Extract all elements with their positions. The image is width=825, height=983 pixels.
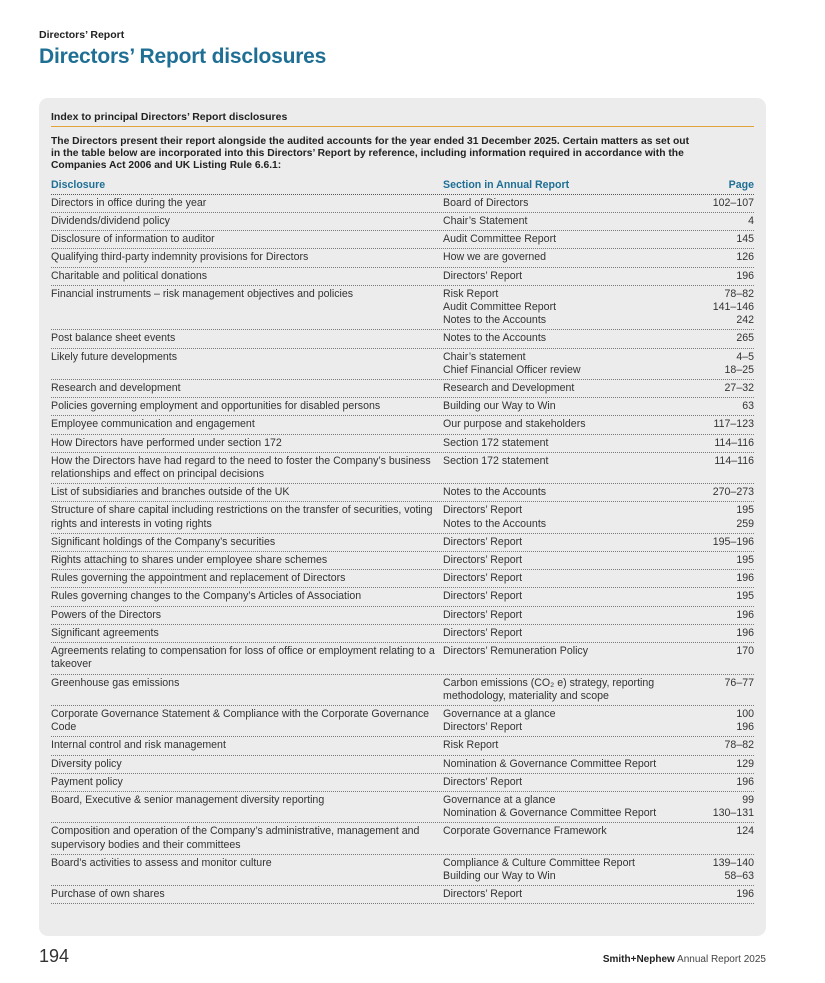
section-cell: [443, 504, 694, 530]
table-row: [51, 774, 754, 792]
table-row: [51, 195, 754, 213]
section-reference: Notes to the Accounts: [443, 332, 547, 345]
page-cell: [694, 455, 754, 481]
section-cell: [443, 739, 694, 752]
section-reference: Audit Committee Report: [443, 301, 557, 314]
page-reference: 27–32: [724, 382, 754, 395]
table-row: [51, 588, 754, 606]
page-cell: [694, 708, 754, 734]
disclosure-cell: Powers of the Directors: [51, 608, 162, 621]
page-reference: 78–82: [724, 739, 754, 752]
column-header-section: Section in Annual Report: [443, 178, 570, 191]
section-reference: Corporate Governance Framework: [443, 825, 607, 838]
page-reference: 126: [736, 251, 754, 264]
disclosure-cell: Agreements relating to compensation for loss of office or employment relating to a takeover: [51, 645, 435, 671]
table-row: [51, 756, 754, 774]
disclosure-cell: Likely future developments: [51, 350, 178, 363]
section-reference: Governance at a glance: [443, 793, 556, 806]
section-reference: Section 172 statement: [443, 436, 549, 449]
section-reference: Compliance & Culture Committee Report: [443, 856, 635, 869]
column-header-page: Page: [728, 178, 754, 191]
disclosure-cell: Rules governing the appointment and replacement of Directors: [51, 572, 346, 585]
section-reference: Board of Directors: [443, 196, 529, 209]
section-cell: [443, 536, 694, 549]
page-cell: [694, 437, 754, 450]
disclosure-cell: Structure of share capital including restrictions on the transfer of securities, voting rights and interests in voting rights: [51, 504, 433, 530]
section-cell: [443, 776, 694, 789]
page-reference: 195: [736, 590, 754, 603]
page-reference: 265: [736, 332, 754, 345]
table-row: [51, 737, 754, 755]
section-cell: [443, 418, 694, 431]
section-reference: Nomination & Governance Committee Report: [443, 807, 657, 820]
disclosure-cell: Significant agreements: [51, 626, 159, 639]
table-row: [51, 380, 754, 398]
panel-heading: Index to principal Directors’ Report disclosures: [51, 111, 288, 123]
section-cell: [443, 197, 694, 210]
section-reference: Directors’ Report: [443, 572, 523, 585]
section-reference: Directors’ Report: [443, 590, 523, 603]
table-row: [51, 330, 754, 348]
page-cell: [694, 382, 754, 395]
section-cell: [443, 233, 694, 246]
page-reference: 242: [736, 314, 754, 327]
section-reference: Notes to the Accounts: [443, 486, 547, 499]
section-reference: Carbon emissions (CO₂ e) strategy, reporting methodology, materiality and scope: [443, 676, 655, 702]
section-cell: [443, 627, 694, 640]
section-reference: Directors’ Report: [443, 535, 523, 548]
table-row: [51, 607, 754, 625]
page-cell: [694, 888, 754, 901]
page-reference: 58–63: [724, 869, 754, 882]
page-title: Directors’ Report disclosures: [39, 45, 327, 68]
disclosure-cell: Research and development: [51, 382, 181, 395]
page-cell: [694, 418, 754, 431]
table-row: [51, 552, 754, 570]
page-reference: 195–196: [712, 535, 754, 548]
section-reference: Directors’ Report: [443, 554, 523, 567]
table-header-row: [51, 177, 754, 195]
table-row: [51, 792, 754, 823]
page-cell: [694, 351, 754, 377]
page-cell: [694, 270, 754, 283]
disclosure-cell: Greenhouse gas emissions: [51, 676, 180, 689]
disclosure-cell: Rules governing changes to the Company’s Articles of Association: [51, 590, 362, 603]
page-reference: 129: [736, 757, 754, 770]
page-cell: [694, 197, 754, 210]
page-cell: [694, 609, 754, 622]
page-cell: [694, 677, 754, 703]
table-row: [51, 231, 754, 249]
table-row: [51, 643, 754, 674]
page-reference: 139–140: [712, 856, 754, 869]
page-reference: 195: [736, 504, 754, 517]
page-reference: 114–116: [714, 436, 754, 449]
page-reference: 114–116: [714, 454, 754, 467]
section-cell: [443, 888, 694, 901]
table-row: [51, 706, 754, 737]
table-body: [51, 195, 754, 905]
page-reference: 4: [748, 215, 754, 228]
section-reference: Risk Report: [443, 739, 499, 752]
page-reference: 259: [736, 517, 754, 530]
disclosure-cell: Charitable and political donations: [51, 269, 208, 282]
section-reference: Directors’ Report: [443, 888, 523, 901]
table-row: [51, 625, 754, 643]
page-cell: [694, 536, 754, 549]
section-reference: Research and Development: [443, 382, 575, 395]
section-reference: Governance at a glance: [443, 707, 556, 720]
page-reference: 196: [736, 775, 754, 788]
page-cell: [694, 794, 754, 820]
page-reference: 4–5: [736, 350, 754, 363]
page-reference: 196: [736, 721, 754, 734]
page-reference: 196: [736, 269, 754, 282]
page-reference: 63: [742, 400, 754, 413]
disclosure-cell: Significant holdings of the Company’s securities: [51, 535, 276, 548]
disclosure-table: [51, 177, 754, 905]
page-reference: 117–123: [713, 418, 754, 431]
disclosure-cell: Post balance sheet events: [51, 332, 176, 345]
disclosure-cell: Employee communication and engagement: [51, 418, 255, 431]
page-reference: 196: [736, 608, 754, 621]
disclosure-cell: Corporate Governance Statement & Compliance with the Corporate Governance Code: [51, 707, 430, 734]
table-row: [51, 268, 754, 286]
page-reference: 196: [736, 572, 754, 585]
section-reference: Directors’ Report: [443, 721, 523, 734]
section-cell: [443, 794, 694, 820]
section-cell: [443, 677, 694, 703]
table-row: [51, 435, 754, 453]
page-reference: 76–77: [724, 676, 754, 689]
disclosure-cell: Dividends/dividend policy: [51, 215, 170, 228]
disclosure-cell: How Directors have performed under section 172: [51, 436, 282, 449]
disclosure-cell: Board’s activities to assess and monitor culture: [51, 856, 272, 869]
section-cell: [443, 708, 694, 734]
disclosure-cell: Rights attaching to shares under employee share schemes: [51, 554, 328, 567]
section-cell: [443, 382, 694, 395]
table-row: [51, 416, 754, 434]
page-cell: [694, 332, 754, 345]
page-cell: [694, 645, 754, 671]
section-cell: [443, 288, 694, 328]
disclosure-index-panel: [39, 98, 766, 936]
section-reference: Notes to the Accounts: [443, 517, 547, 530]
page-cell: [694, 288, 754, 328]
table-row: [51, 453, 754, 484]
page-reference: 78–82: [724, 287, 754, 300]
table-row: [51, 398, 754, 416]
table-row: [51, 484, 754, 502]
page-reference: 124: [736, 825, 754, 838]
section-kicker: Directors’ Report: [39, 29, 125, 41]
table-row: [51, 534, 754, 552]
table-row: [51, 249, 754, 267]
section-cell: [443, 215, 694, 228]
section-cell: [443, 486, 694, 499]
section-reference: Directors’ Report: [443, 626, 523, 639]
section-reference: Audit Committee Report: [443, 233, 557, 246]
section-cell: [443, 645, 694, 671]
page-cell: [694, 400, 754, 413]
section-reference: Nomination & Governance Committee Report: [443, 757, 657, 770]
section-reference: Risk Report: [443, 287, 499, 300]
disclosure-cell: How the Directors have had regard to the need to foster the Company’s business relationships and effect on principal decisions: [51, 454, 431, 481]
section-cell: [443, 554, 694, 567]
table-row: [51, 213, 754, 231]
section-cell: [443, 437, 694, 450]
brand-name: Smith+Nephew: [602, 954, 675, 965]
disclosure-cell: Policies governing employment and opportunities for disabled persons: [51, 400, 381, 413]
disclosure-cell: Board, Executive & senior management diversity reporting: [51, 793, 325, 806]
page-reference: 102–107: [712, 196, 754, 209]
section-cell: [443, 590, 694, 603]
section-cell: [443, 857, 694, 883]
section-cell: [443, 572, 694, 585]
section-reference: Section 172 statement: [443, 454, 549, 467]
page-reference: 195: [736, 554, 754, 567]
page-cell: [694, 590, 754, 603]
section-cell: [443, 270, 694, 283]
page-reference: 100: [736, 707, 754, 720]
section-reference: Chair’s Statement: [443, 215, 528, 228]
table-row: [51, 855, 754, 886]
table-row: [51, 570, 754, 588]
section-cell: [443, 758, 694, 771]
page-cell: [694, 572, 754, 585]
disclosure-cell: Diversity policy: [51, 757, 122, 770]
disclosure-cell: Internal control and risk management: [51, 739, 226, 752]
page-cell: [694, 825, 754, 851]
page-reference: 99: [742, 793, 754, 806]
page-cell: [694, 486, 754, 499]
disclosure-cell: Purchase of own shares: [51, 888, 165, 901]
page-cell: [694, 758, 754, 771]
page-number: 194: [39, 946, 70, 966]
section-reference: Directors’ Report: [443, 608, 523, 621]
page-cell: [694, 857, 754, 883]
panel-divider: [51, 126, 754, 127]
section-reference: How we are governed: [443, 251, 547, 264]
section-cell: [443, 609, 694, 622]
table-row: [51, 349, 754, 380]
column-header-disclosure: Disclosure: [51, 178, 106, 191]
section-reference: Directors’ Report: [443, 504, 523, 517]
disclosure-cell: Financial instruments – risk management objectives and policies: [51, 287, 354, 300]
section-cell: [443, 351, 694, 377]
disclosure-cell: Payment policy: [51, 775, 123, 788]
page-reference: 196: [736, 626, 754, 639]
disclosure-cell: Disclosure of information to auditor: [51, 233, 215, 246]
page-reference: 145: [736, 233, 754, 246]
disclosure-cell: Qualifying third-party indemnity provisions for Directors: [51, 251, 309, 264]
section-cell: [443, 251, 694, 264]
table-row: [51, 502, 754, 533]
page-reference: 18–25: [724, 363, 754, 376]
disclosure-cell: Directors in office during the year: [51, 196, 207, 209]
page-cell: [694, 504, 754, 530]
page-reference: 196: [736, 888, 754, 901]
page-cell: [694, 739, 754, 752]
disclosure-cell: Composition and operation of the Company’s administrative, management and supervisory bodies and their committees: [51, 825, 420, 851]
table-row: [51, 286, 754, 331]
section-cell: [443, 400, 694, 413]
section-reference: Directors’ Remuneration Policy: [443, 645, 589, 658]
page-cell: [694, 776, 754, 789]
page-cell: [694, 251, 754, 264]
page-reference: 130–131: [712, 807, 754, 820]
table-row: [51, 886, 754, 904]
page-reference: 170: [736, 645, 754, 658]
publication-name: Annual Report 2025: [677, 954, 766, 965]
section-reference: Our purpose and stakeholders: [443, 418, 586, 431]
section-cell: [443, 332, 694, 345]
page-cell: [694, 554, 754, 567]
section-reference: Chief Financial Officer review: [443, 363, 581, 376]
page-reference: 270–273: [712, 486, 754, 499]
page-cell: [694, 215, 754, 228]
section-reference: Directors’ Report: [443, 269, 523, 282]
section-reference: Chair’s statement: [443, 350, 526, 363]
disclosure-cell: List of subsidiaries and branches outside of the UK: [51, 486, 290, 499]
section-reference: Directors’ Report: [443, 775, 523, 788]
table-row: [51, 675, 754, 706]
section-cell: [443, 455, 694, 481]
section-reference: Notes to the Accounts: [443, 314, 547, 327]
intro-paragraph: The Directors present their report alongside the audited accounts for the year ended 31 December 2025. Certain matters as set out in the table below are incorporated into this Directors’ Report by reference, including information required in accordance with the Companies Act 2006 and UK Listing Rule 6.6.1:: [51, 136, 690, 172]
page-reference: 141–146: [712, 301, 754, 314]
section-reference: Building our Way to Win: [443, 400, 556, 413]
page-cell: [694, 233, 754, 246]
table-row: [51, 823, 754, 854]
section-reference: Building our Way to Win: [443, 869, 556, 882]
page-cell: [694, 627, 754, 640]
section-cell: [443, 825, 694, 851]
footer-brand: [603, 954, 766, 965]
